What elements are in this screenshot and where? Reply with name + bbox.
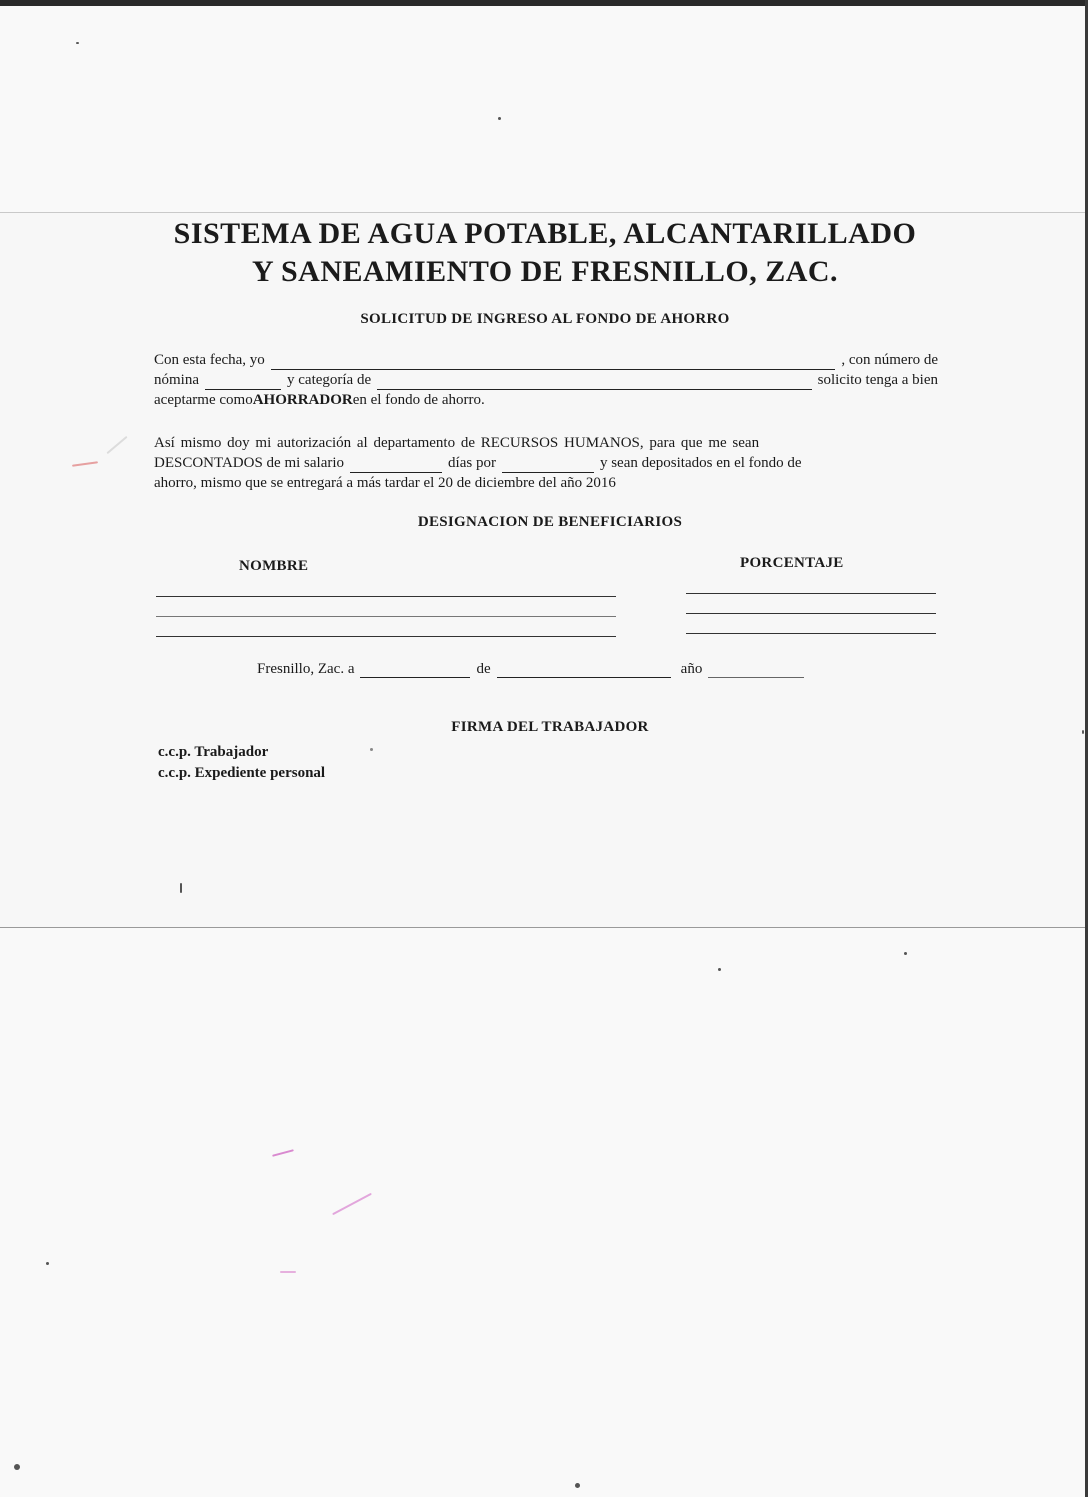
scan-mark [280, 1271, 296, 1273]
category-field[interactable] [377, 375, 811, 390]
payroll-number-field[interactable] [205, 375, 281, 390]
scan-speck [498, 117, 501, 120]
period-field[interactable] [502, 458, 594, 473]
deposit-text: y sean depositados en el fondo de [599, 455, 802, 471]
document-title-line1: SISTEMA DE AGUA POTABLE, ALCANTARILLADO [173, 217, 917, 250]
beneficiary-name-line-1[interactable] [156, 596, 616, 597]
scan-speck [76, 42, 79, 44]
delivery-text: ahorro, mismo que se entregará a más tardar el 20 de diciembre del año 2016 [154, 475, 616, 491]
scan-mark [272, 1149, 294, 1157]
discount-text: DESCONTADOS de mi salario [154, 455, 345, 471]
authorization-paragraph [154, 433, 938, 493]
payroll-label: nómina [154, 372, 199, 388]
scan-speck [370, 748, 373, 751]
beneficiaries-heading: DESIGNACION DE BENEFICIARIOS [417, 514, 683, 530]
beneficiary-name-line-2[interactable] [156, 616, 616, 617]
scan-speck [14, 1464, 20, 1470]
month-label: de [476, 661, 491, 677]
percent-column-header: PORCENTAJE [740, 555, 844, 571]
category-label: y categoría de [287, 372, 372, 388]
scan-speck [46, 1262, 49, 1265]
scan-top-edge [0, 0, 1088, 6]
days-text: días por [448, 455, 496, 471]
beneficiary-percent-line-2[interactable] [686, 613, 936, 614]
year-field[interactable] [708, 663, 804, 678]
saver-keyword: AHORRADOR [252, 392, 353, 408]
copy-worker: c.c.p. Trabajador [158, 744, 269, 760]
fund-text: en el fondo de ahorro. [352, 392, 485, 408]
salary-days-field[interactable] [350, 458, 442, 473]
scan-speck [904, 952, 907, 955]
beneficiary-percent-line-1[interactable] [686, 593, 936, 594]
scan-speck [575, 1483, 580, 1488]
copy-personnel-file: c.c.p. Expediente personal [158, 765, 326, 781]
employee-name-field[interactable] [271, 355, 836, 370]
year-label: año [680, 661, 703, 677]
document-title-line2: Y SANEAMIENTO DE FRESNILLO, ZAC. [251, 255, 839, 288]
month-field[interactable] [497, 663, 671, 678]
scan-speck [1082, 730, 1084, 734]
scan-speck [180, 883, 182, 893]
request-paragraph [154, 350, 938, 410]
scan-speck [718, 968, 721, 971]
worker-signature-label: FIRMA DEL TRABAJADOR [451, 719, 649, 735]
number-text: , con número de [841, 352, 938, 368]
form-subtitle: SOLICITUD DE INGRESO AL FONDO DE AHORRO [360, 311, 730, 327]
beneficiary-name-line-3[interactable] [156, 636, 616, 637]
request-text: solicito tenga a bien [817, 372, 938, 388]
day-field[interactable] [360, 663, 470, 678]
scan-mark [332, 1193, 372, 1215]
beneficiary-percent-line-3[interactable] [686, 633, 936, 634]
authorization-text: Así mismo doy mi autorización al departamento de RECURSOS HUMANOS, para que me sean [154, 435, 760, 451]
date-line [257, 661, 810, 678]
intro-text: Con esta fecha, yo [154, 352, 265, 368]
place-label: Fresnillo, Zac. a [257, 661, 355, 677]
name-column-header: NOMBRE [239, 558, 309, 574]
accept-text: aceptarme como [154, 392, 253, 408]
